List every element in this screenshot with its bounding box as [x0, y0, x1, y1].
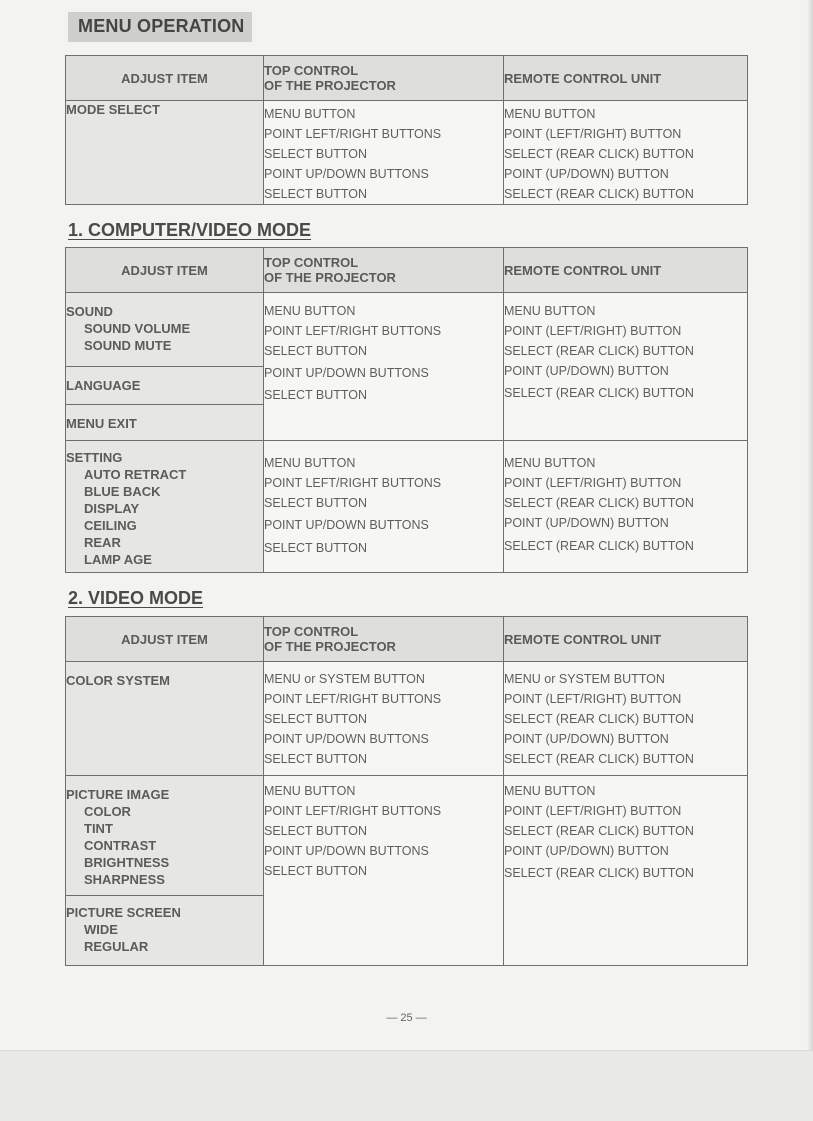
header-adjust-item: ADJUST ITEM [66, 617, 264, 662]
top-control-step: MENU BUTTON [264, 456, 356, 470]
remote-control-step: SELECT (REAR CLICK) BUTTON [504, 344, 694, 358]
adjust-item-color-system: COLOR SYSTEM [66, 673, 171, 688]
top-control-cell [264, 662, 504, 776]
remote-control-step: MENU BUTTON [504, 304, 596, 318]
page-edge-shadow [807, 0, 813, 1050]
adjust-subitem-blue-back: BLUE BACK [84, 484, 161, 499]
adjust-subitem-sound-mute: SOUND MUTE [84, 338, 172, 353]
top-control-step: SELECT BUTTON [264, 344, 368, 358]
header-top-control [264, 56, 504, 101]
remote-control-step: SELECT (REAR CLICK) BUTTON [504, 866, 694, 880]
top-control-step: POINT UP/DOWN BUTTONS [264, 518, 429, 532]
remote-control-step: SELECT (REAR CLICK) BUTTON [504, 712, 694, 726]
remote-control-step: MENU BUTTON [504, 784, 596, 798]
adjust-subitem-display: DISPLAY [84, 501, 140, 516]
top-control-step: SELECT BUTTON [264, 147, 368, 161]
remote-control-step: MENU BUTTON [504, 456, 596, 470]
header-top-line1: TOP CONTROL [264, 624, 359, 639]
top-control-step: MENU or SYSTEM BUTTON [264, 672, 425, 686]
remote-control-cell [504, 662, 748, 776]
video-mode-table [65, 616, 748, 966]
adjust-subitem-sharpness: SHARPNESS [84, 872, 165, 887]
top-control-step: SELECT BUTTON [264, 712, 368, 726]
table-row [66, 293, 748, 367]
top-control-step: SELECT BUTTON [264, 752, 368, 766]
remote-control-step: POINT (UP/DOWN) BUTTON [504, 516, 669, 530]
computer-video-mode-table [65, 247, 748, 573]
remote-control-step: POINT (LEFT/RIGHT) BUTTON [504, 127, 682, 141]
top-control-step: MENU BUTTON [264, 107, 356, 121]
adjust-subitem-lamp-age: LAMP AGE [84, 552, 152, 567]
adjust-item-cell [66, 896, 264, 966]
adjust-subitem-color: COLOR [84, 804, 131, 819]
page-number: — 25 — [386, 1012, 427, 1024]
adjust-subitem-tint: TINT [84, 821, 113, 836]
top-control-step: POINT LEFT/RIGHT BUTTONS [264, 804, 442, 818]
remote-control-step: SELECT (REAR CLICK) BUTTON [504, 187, 694, 201]
adjust-item-cell [66, 101, 264, 205]
table-row [66, 662, 748, 776]
adjust-subitem-rear: REAR [84, 535, 121, 550]
adjust-subitem-regular: REGULAR [84, 939, 149, 954]
adjust-item-cell [66, 776, 264, 896]
top-control-step: MENU BUTTON [264, 784, 356, 798]
remote-control-step: POINT (UP/DOWN) BUTTON [504, 732, 669, 746]
table-row [66, 101, 748, 205]
header-top-line2: OF THE PROJECTOR [264, 270, 396, 285]
top-control-step: POINT UP/DOWN BUTTONS [264, 167, 429, 181]
page-title: MENU OPERATION [68, 12, 252, 42]
top-control-cell [264, 101, 504, 205]
remote-control-cell [504, 776, 748, 966]
header-remote-control: REMOTE CONTROL UNIT [504, 248, 748, 293]
top-control-cell [264, 293, 504, 441]
adjust-item-cell [66, 367, 264, 405]
remote-control-cell [504, 441, 748, 573]
adjust-subitem-ceiling: CEILING [84, 518, 137, 533]
header-adjust-item: ADJUST ITEM [66, 248, 264, 293]
adjust-item-sound: SOUND [66, 304, 113, 319]
adjust-item-setting: SETTING [66, 450, 123, 465]
scanner-bottom-strip [0, 1050, 813, 1121]
top-control-step: POINT LEFT/RIGHT BUTTONS [264, 127, 442, 141]
top-control-step: POINT UP/DOWN BUTTONS [264, 732, 429, 746]
remote-control-step: SELECT (REAR CLICK) BUTTON [504, 147, 694, 161]
remote-control-cell [504, 293, 748, 441]
adjust-item-cell [66, 662, 264, 776]
adjust-item-picture-screen: PICTURE SCREEN [66, 905, 181, 920]
remote-control-step: POINT (UP/DOWN) BUTTON [504, 364, 669, 378]
remote-control-cell [504, 101, 748, 205]
top-control-step: POINT LEFT/RIGHT BUTTONS [264, 692, 442, 706]
menu-operation-table [65, 55, 748, 205]
top-control-cell [264, 441, 504, 573]
top-control-step: SELECT BUTTON [264, 187, 368, 201]
header-remote-control: REMOTE CONTROL UNIT [504, 617, 748, 662]
remote-control-step: POINT (LEFT/RIGHT) BUTTON [504, 476, 682, 490]
table-row [66, 441, 748, 573]
table-header-row [66, 617, 748, 662]
adjust-subitem-contrast: CONTRAST [84, 838, 157, 853]
top-control-step: SELECT BUTTON [264, 388, 368, 402]
header-remote-control: REMOTE CONTROL UNIT [504, 56, 748, 101]
remote-control-step: SELECT (REAR CLICK) BUTTON [504, 752, 694, 766]
top-control-step: POINT LEFT/RIGHT BUTTONS [264, 476, 442, 490]
top-control-step: SELECT BUTTON [264, 541, 368, 555]
remote-control-step: MENU BUTTON [504, 107, 596, 121]
section-title-video-mode: 2. VIDEO MODE [68, 588, 204, 608]
adjust-item-cell [66, 293, 264, 367]
adjust-item-menu-exit: MENU EXIT [66, 416, 137, 431]
table-header-row [66, 248, 748, 293]
adjust-item-language: LANGUAGE [66, 378, 141, 393]
adjust-item-mode-select: MODE SELECT [66, 102, 160, 117]
top-control-step: SELECT BUTTON [264, 864, 368, 878]
table-header-row [66, 56, 748, 101]
top-control-step: SELECT BUTTON [264, 496, 368, 510]
adjust-subitem-auto-retract: AUTO RETRACT [84, 467, 187, 482]
adjust-subitem-sound-volume: SOUND VOLUME [84, 321, 191, 336]
remote-control-step: POINT (LEFT/RIGHT) BUTTON [504, 804, 682, 818]
adjust-item-picture-image: PICTURE IMAGE [66, 787, 170, 802]
top-control-cell [264, 776, 504, 966]
top-control-step: POINT UP/DOWN BUTTONS [264, 844, 429, 858]
adjust-subitem-brightness: BRIGHTNESS [84, 855, 170, 870]
table-row [66, 776, 748, 896]
header-top-control [264, 617, 504, 662]
adjust-item-cell [66, 405, 264, 441]
header-top-line1: TOP CONTROL [264, 255, 359, 270]
header-top-line1: TOP CONTROL [264, 63, 359, 78]
remote-control-step: POINT (LEFT/RIGHT) BUTTON [504, 324, 682, 338]
remote-control-step: SELECT (REAR CLICK) BUTTON [504, 496, 694, 510]
top-control-step: POINT UP/DOWN BUTTONS [264, 366, 429, 380]
remote-control-step: SELECT (REAR CLICK) BUTTON [504, 386, 694, 400]
remote-control-step: SELECT (REAR CLICK) BUTTON [504, 539, 694, 553]
header-adjust-item: ADJUST ITEM [66, 56, 264, 101]
remote-control-step: POINT (UP/DOWN) BUTTON [504, 844, 669, 858]
top-control-step: MENU BUTTON [264, 304, 356, 318]
section-title-computer-video: 1. COMPUTER/VIDEO MODE [68, 220, 312, 240]
remote-control-step: SELECT (REAR CLICK) BUTTON [504, 824, 694, 838]
header-top-line2: OF THE PROJECTOR [264, 78, 396, 93]
header-top-line2: OF THE PROJECTOR [264, 639, 396, 654]
remote-control-step: MENU or SYSTEM BUTTON [504, 672, 665, 686]
remote-control-step: POINT (LEFT/RIGHT) BUTTON [504, 692, 682, 706]
header-top-control [264, 248, 504, 293]
top-control-step: SELECT BUTTON [264, 824, 368, 838]
adjust-item-cell [66, 441, 264, 573]
remote-control-step: POINT (UP/DOWN) BUTTON [504, 167, 669, 181]
adjust-subitem-wide: WIDE [84, 922, 118, 937]
top-control-step: POINT LEFT/RIGHT BUTTONS [264, 324, 442, 338]
